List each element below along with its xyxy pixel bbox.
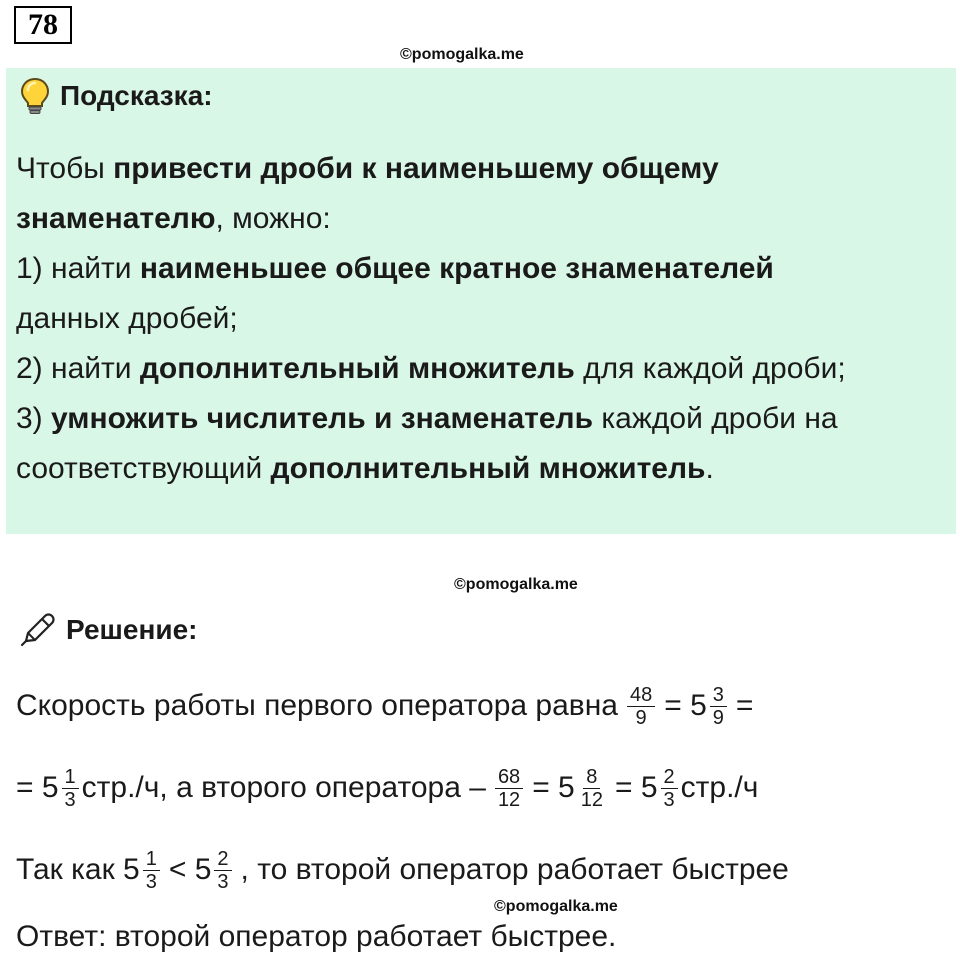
fraction	[495, 766, 523, 811]
hint-text: , можно:	[215, 202, 331, 235]
fraction	[578, 766, 606, 811]
fraction	[62, 766, 79, 811]
fraction-numerator: 3	[710, 684, 727, 707]
fraction-denominator: 9	[635, 706, 647, 729]
fraction	[143, 848, 160, 893]
hint-line-6	[16, 394, 946, 444]
fraction-denominator: 3	[145, 870, 157, 893]
fraction-numerator: 8	[583, 766, 600, 789]
fraction-denominator: 12	[580, 788, 603, 811]
hint-text: каждой дроби на	[593, 402, 838, 435]
hint-bold: дополнительный множитель	[139, 352, 575, 385]
hint-text: 3)	[16, 402, 52, 435]
hint-title-text: Подсказка:	[60, 80, 213, 111]
hint-text: для каждой дроби;	[574, 352, 846, 385]
hint-text: данных дробей;	[16, 302, 238, 335]
hint-bold: дополнительный множитель	[270, 452, 706, 485]
solution-line-2	[16, 760, 758, 816]
solution-text: стр./ч, а второго оператора –	[81, 771, 486, 804]
watermark-bottom: ©pomogalka.me	[494, 898, 618, 915]
fraction-denominator: 3	[663, 788, 675, 811]
equals-text: =	[735, 689, 754, 722]
hint-box	[6, 68, 956, 534]
hint-title	[20, 76, 213, 116]
equals-text: = 5	[664, 689, 707, 722]
solution-text: Так как 5	[16, 853, 140, 886]
fraction	[214, 848, 231, 893]
solution-text: , то второй оператор работает быстрее	[240, 853, 789, 886]
fraction-numerator: 1	[62, 766, 79, 789]
solution-text: Скорость работы первого оператора равна	[16, 689, 618, 722]
hint-line-2	[16, 194, 946, 244]
hint-text: 2) найти	[16, 352, 140, 385]
hint-line-7	[16, 444, 946, 494]
fraction-denominator: 9	[712, 706, 724, 729]
equals-text: = 5	[614, 771, 658, 804]
hint-bold: привести дроби к наименьшему общему	[113, 152, 719, 185]
solution-line-3	[16, 842, 789, 898]
fraction-numerator: 48	[627, 684, 655, 707]
hint-text: Чтобы	[16, 152, 114, 185]
hint-bold: знаменателю	[16, 202, 216, 235]
watermark-top: ©pomogalka.me	[400, 46, 524, 63]
fraction-numerator: 2	[661, 766, 678, 789]
pencil-icon	[18, 611, 56, 649]
solution-title	[18, 610, 197, 650]
hint-bold: наименьшее общее кратное знаменателей	[139, 252, 774, 285]
fraction	[661, 766, 678, 811]
mixed-whole: = 5	[16, 771, 59, 804]
hint-line-5	[16, 344, 946, 394]
problem-number: 78	[14, 6, 72, 44]
fraction	[710, 684, 727, 729]
fraction	[627, 684, 655, 729]
equals-text: = 5	[532, 771, 575, 804]
fraction-denominator: 3	[64, 788, 76, 811]
fraction-denominator: 3	[217, 870, 229, 893]
fraction-numerator: 68	[495, 766, 523, 789]
solution-line-1	[16, 678, 753, 734]
fraction-numerator: 1	[143, 848, 160, 871]
solution-title-text: Решение:	[66, 614, 198, 645]
hint-text: 1) найти	[16, 252, 140, 285]
lightbulb-icon	[20, 77, 50, 115]
hint-text: .	[705, 452, 714, 485]
hint-body	[16, 144, 946, 494]
hint-bold: умножить числитель и знаменатель	[51, 402, 594, 435]
solution-text: стр./ч	[680, 771, 759, 804]
fraction-denominator: 12	[497, 788, 521, 811]
fraction-numerator: 2	[214, 848, 231, 871]
hint-line-3	[16, 244, 946, 294]
watermark-middle: ©pomogalka.me	[454, 576, 578, 593]
answer-line: Ответ: второй оператор работает быстрее.	[16, 920, 617, 953]
hint-text: соответствующий	[16, 452, 271, 485]
hint-line-1	[16, 144, 946, 194]
comparison-text: < 5	[168, 853, 212, 886]
hint-line-4	[16, 294, 946, 344]
